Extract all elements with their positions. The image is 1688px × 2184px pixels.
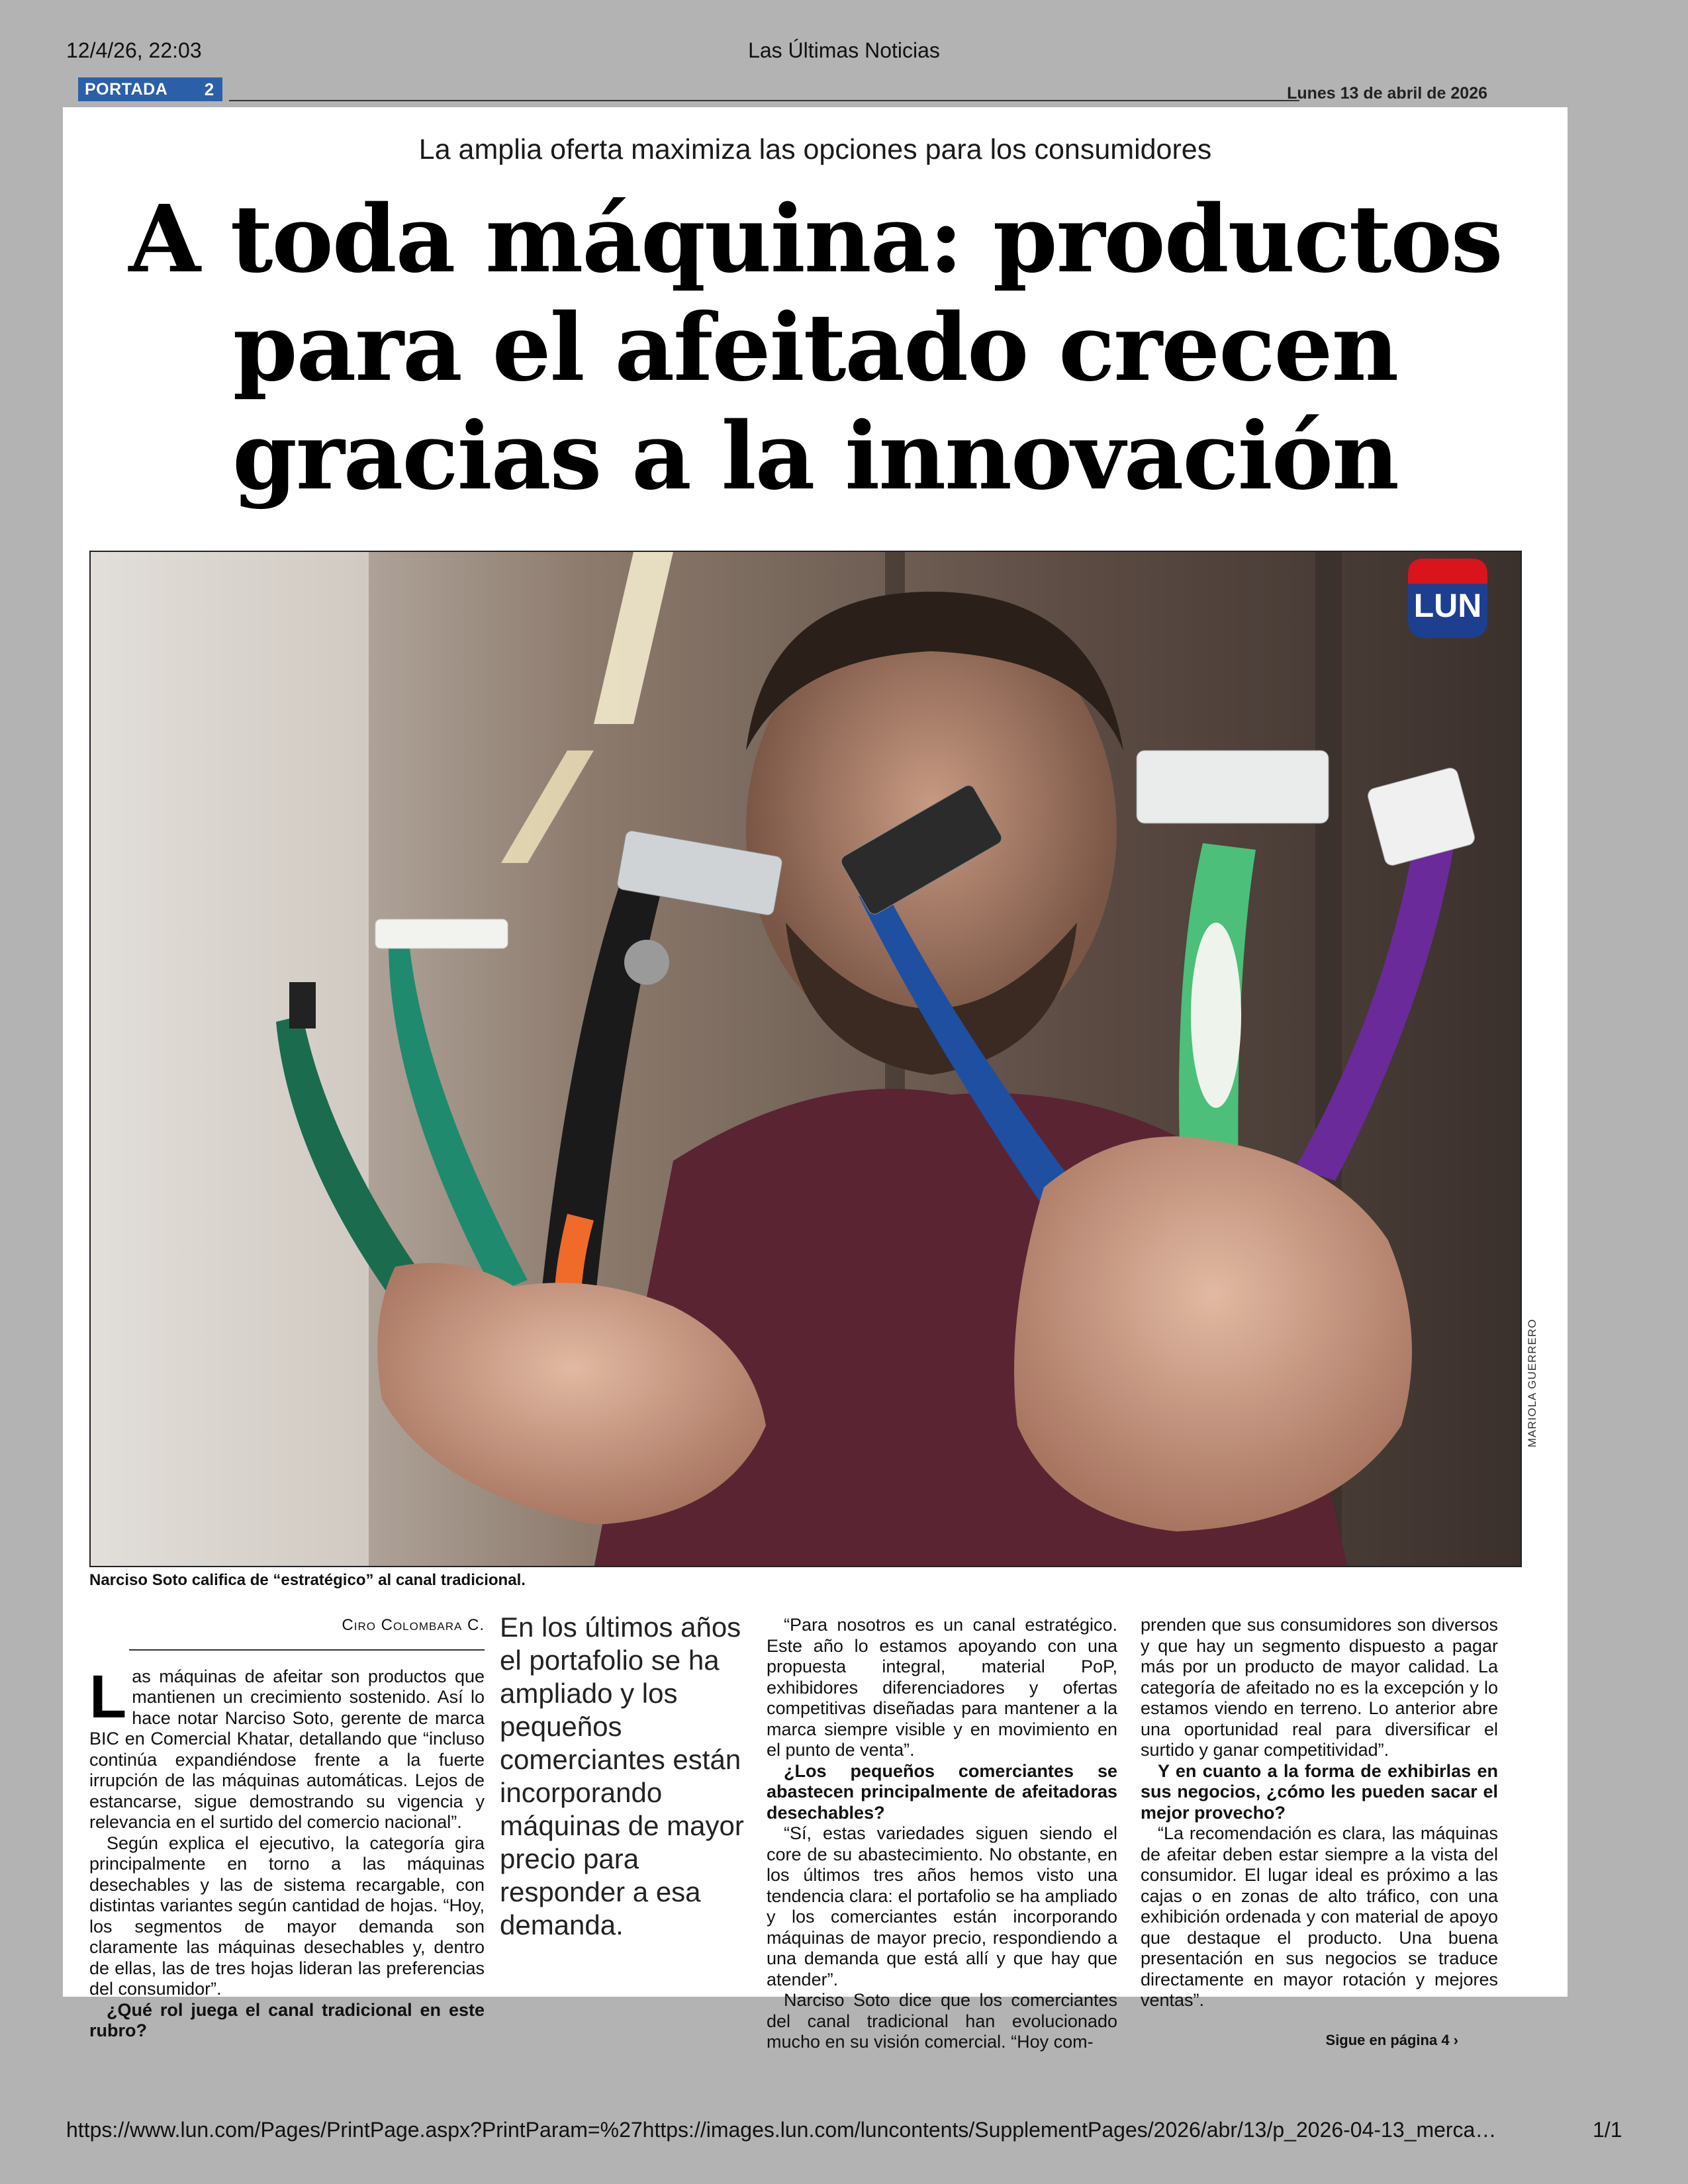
interview-question: Y en cuanto a la forma de exhibirlas en sus negocios, ¿cómo les pueden sacar el mejor provecho?: [1141, 1760, 1498, 1823]
paragraph: prenden que sus consumidores son diversos y que hay un segmento dispuesto a pagar más por un producto de mayor calidad. La categoría de afeitado no es la excepción y lo estamos viendo en terreno. Lo anterior abre una oportunidad real para diversificar el surtido y ganar competitividad”.: [1141, 1615, 1498, 1760]
print-page-title: Las Últimas Noticias: [748, 38, 940, 62]
article-kicker: La amplia oferta maximiza las opciones para los consumidores: [418, 134, 1212, 165]
print-header: [0, 38, 1688, 71]
lead-paragraph-text: as máquinas de afeitar son productos que mantienen un crecimiento sostenido. Así lo hace notar Narciso Soto, gerente de marca BIC en Comercial Khatar, detallando que “incluso continúa expandiéndose frente a la fuerte irrupción de las máquinas automáticas. Lejos de estancarse, sigue demostrando su vigencia y relevancia en el surtido del comercio nacional”.: [89, 1666, 485, 1832]
article-column-1: [89, 1615, 485, 2042]
paragraph: “La recomendación es clara, las máquinas de afeitar deben estar siempre a la vista del consumidor. El lugar ideal es próximo a las cajas o en zonas de alto tráfico, con una exhibición ordenada y con material de apoyo que destaque el producto. Una buena presentación en sus negocios se traduce directamente en mayor rotación y mejores ventas”.: [1141, 1823, 1498, 2010]
drop-cap: L: [89, 1662, 127, 1731]
article-photo: [89, 551, 1522, 1567]
article-column-3: [767, 1615, 1117, 2053]
byline-text: Ciro Colombara C.: [342, 1616, 485, 1634]
print-url: https://www.lun.com/Pages/PrintPage.aspx?PrintParam=%27https://images.lun.com/luncontents/SupplementPages/2026/abr/13/p_2026-04-13_merca…: [66, 2118, 1497, 2142]
byline: [129, 1615, 485, 1651]
photo-credit: MARIOLA GUERRERO: [1526, 1318, 1538, 1447]
paragraph: “Sí, estas variedades siguen siendo el core de su abastecimiento. No obstante, en los últimos tres años hemos visto una tendencia clara: el portafolio se ha ampliado y los comerciantes están incorporando máquinas de mayor precio, respondiendo a una demanda que está allí y que hay que atender”.: [767, 1823, 1117, 1989]
article-headline: A toda máquina: productos para el afeitado crecen gracias a la innovación: [128, 185, 1502, 511]
lead-paragraph: [89, 1662, 485, 1833]
pull-quote: En los últimos años el portafolio se ha ampliado y los pequeños comerciantes están incorporando máquinas de mayor precio para responder a esa demanda.: [500, 1612, 744, 1940]
edition-date: Lunes 13 de abril de 2026: [1287, 84, 1487, 103]
paragraph: Según explica el ejecutivo, la categoría gira principalmente en torno a las máquinas desechables y las de sistema recargable, con distintas variantes según cantidad de hojas. “Hoy, los segmentos de mayor demanda son claramente las máquinas desechables y, dentro de ellas, las de tres hojas lideran las preferencias del consumidor”.: [89, 1833, 485, 1999]
article-column-4: [1141, 1615, 1498, 2050]
section-name: PORTADA: [78, 77, 196, 101]
lun-logo-text: LUN: [1413, 587, 1482, 624]
lun-logo: [1407, 557, 1489, 639]
section-page-number: 2: [196, 77, 222, 101]
razors-photo-illustration: [91, 552, 1522, 1567]
newspaper-page: [63, 107, 1568, 2052]
photo-caption: Narciso Soto califica de “estratégico” al canal tradicional.: [89, 1571, 526, 1589]
interview-question: ¿Los pequeños comerciantes se abastecen principalmente de afeitadoras desechables?: [767, 1760, 1117, 1823]
interview-question: ¿Qué rol juega el canal tradicional en este rubro?: [89, 1999, 485, 2040]
section-rule: [229, 100, 1299, 101]
paragraph: Narciso Soto dice que los comerciantes del canal tradicional han evolucionado mucho en su visión comercial. “Hoy com-: [767, 1990, 1117, 2052]
section-bar: [78, 77, 1491, 104]
continued-on-page-link[interactable]: Sigue en página 4 ›: [1325, 2031, 1458, 2048]
print-page-count: 1/1: [1593, 2118, 1622, 2142]
paragraph: “Para nosotros es un canal estratégico. Este año lo estamos apoyando con una propuesta integral, material PoP, exhibidores diferenciadores y ofertas competitivas diseñadas para mantener a la marca siempre visible y en movimiento en el punto de venta”.: [767, 1615, 1117, 1760]
print-datetime: 12/4/26, 22:03: [66, 38, 202, 62]
